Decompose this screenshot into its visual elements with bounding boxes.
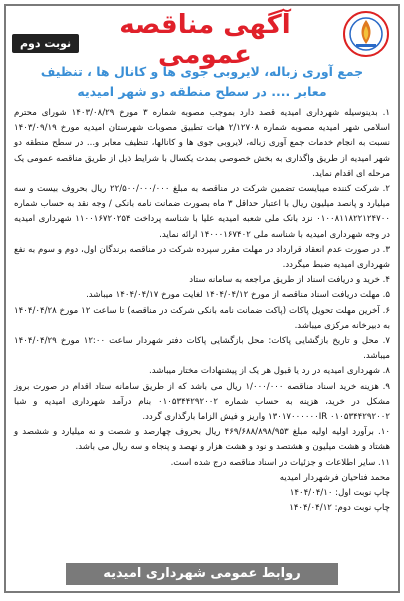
paragraph-3: ۳. در صورت عدم انعقاد قرارداد در مهلت مقرر سپرده شرکت در مناقصه برندگان اول، دوم و سوم به نفع شهرداری امیدیه ضبط میگردد.	[14, 244, 390, 271]
tender-notice	[4, 4, 400, 593]
paragraph-10: ۱۰. برآورد اولیه اولیه مبلغ ۴۶۹/۶۸۸/۸۹۸/۹۵۳ ریال بحروف چهارصد و شصت و نه میلیارد و ششصد و هشتاد و هشت میلیون و هشتصد و نود و هشت هزار و نهصد و پنجاه و سه ریال می باشد.	[14, 427, 390, 453]
paragraph-6: ۶. آخرین مهلت تحویل پاکات (پاکت ضمانت نامه بانکی شرکت در مناقصه) تا ساعت ۱۲ مورخ ۱۴۰۴/۰۴/۲۸ به دبیرخانه مرکزی میباشد.	[14, 305, 390, 331]
signature-block	[6, 471, 398, 517]
notice-subject: جمع آوری زباله، لایروبی جوی ها و کانال ها ، تنظیف معابر .... در سطح منطقه دو شهر امیدیه	[40, 64, 364, 99]
paragraph-8: ۸. شهرداری امیدیه در رد یا قبول هر یک از پیشنهادات مختار میباشد.	[149, 366, 390, 377]
second-print-date: چاپ نوبت دوم: ۱۴۰۴/۰۴/۱۲	[289, 503, 390, 514]
notice-title: آگهی مناقصه عمومی	[119, 10, 291, 70]
paragraph-5: ۵. مهلت دریافت اسناد مناقصه از مورخ ۱۴۰۴/۰۴/۱۲ لغایت مورخ ۱۴۰۴/۰۴/۱۷ میباشد.	[86, 290, 390, 301]
paragraph-1: ۱. بدینوسیله شهرداری امیدیه قصد دارد بموجب مصوبه شماره ۳ مورخ ۱۴۰۳/۰۸/۲۹ شورای محترم اسلامی شهر امیدیه مصوبه شماره ۲/۱۲۷۰۸ هیات تطبیق مصوبات شهرستان امیدیه مورخ ۱۴۰۳/۰۹/۱۹ نسبت به انجام خدمات جمع آوری زباله، لایروبی جوی ها و کانالها، تنظیف معابر و... در سطح منطقه دو شهر امیدیه از طریق واگذاری به بخش خصوصی بمدت یکسال با شرایط ذیل از طریق مناقصه عمومی یک مرحله ای اقدام نماید.	[14, 108, 390, 179]
paragraph-9: ۹. هزینه خرید اسناد مناقصه ۱/۰۰۰/۰۰۰ ریال می باشد که از طریق سامانه ستاد اقدام در صورت بروز مشکل در خرید، هزینه به حساب شماره ۰۱۰۵۳۴۴۲۹۲۰۰۲ بنام درآمد شهرداری امیدیه و شبا ۰۱۰۵۳۴۴۲۹۲۰۰۲ ۱۳۰۱۷۰۰۰۰۰۰IR واریز و فیش الزاما بارگذاری گردد.	[14, 381, 390, 423]
paragraph-4: ۴. خرید و دریافت اسناد از طریق مراجعه به سامانه ستاد	[189, 275, 390, 286]
municipality-logo-icon	[342, 10, 390, 58]
notice-body	[6, 102, 398, 471]
notice-header	[6, 6, 398, 70]
public-relations-footer: روابط عمومی شهرداری امیدیه	[66, 563, 338, 585]
signatory-name: محمد فتاحیان فرشهردار امیدیه	[279, 472, 390, 483]
round-badge: نوبت دوم	[12, 34, 79, 53]
paragraph-7: ۷. محل و تاریخ بازگشایی پاکات: محل بازگشایی پاکات دفتر شهردار ساعت ۱۲:۰۰ مورخ ۱۴۰۴/۰۴/۲۹ میباشد.	[14, 336, 390, 362]
paragraph-2: ۲. شرکت کننده میبایست تضمین شرکت در مناقصه به مبلغ ۲۲/۵۰۰/۰۰۰/۰۰۰ ریال بحروف بیست و سه میلیارد و پانصد میلیون ریال با اعتبار حداقل ۳ ماه بصورت ضمانت نامه بانکی / وجه نقد به حساب شماره ۰۱۰۰۸۱۱۸۲۲۱۲۴۷۰۰ نزد بانک ملی شعبه امیدیه علیا با شناسه پرداخت ۱۱۰۰۱۶۷۲۰۲۵۴ شهرداری امیدیه در وجه شهرداری امیدیه با شناسه ملی ۱۴۰۰۰۱۶۷۴۰۲ ارائه نماید.	[14, 184, 390, 240]
paragraph-11: ۱۱. سایر اطلاعات و جزئیات در اسناد مناقصه درج شده است.	[170, 457, 390, 468]
first-print-date: چاپ نوبت اول: ۱۴۰۴/۰۴/۱۰	[289, 488, 390, 499]
